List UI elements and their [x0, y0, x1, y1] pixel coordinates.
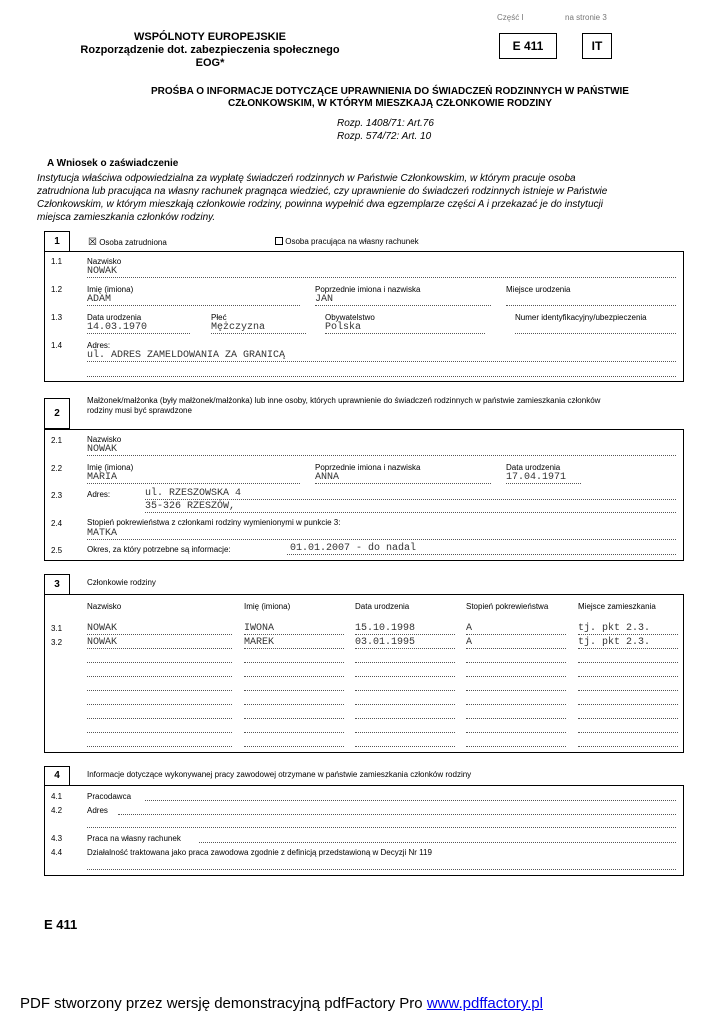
first-name-value[interactable]: ADAM — [87, 294, 112, 305]
member-relationship[interactable]: A — [466, 623, 473, 634]
description-line: rodziny musi być sprawdzone — [87, 406, 192, 415]
title-line2: CZŁONKOWSKIM, W KTÓRYM MIESZKAJĄ CZŁONKOWIE RODZINY — [227, 98, 553, 109]
label-surname: Nazwisko — [87, 257, 122, 266]
table-field-line — [244, 690, 344, 691]
table-field-line — [244, 648, 344, 649]
table-field-line — [355, 634, 455, 635]
table-field-line — [244, 634, 344, 635]
table-field-line — [87, 746, 232, 747]
table-field-line — [578, 676, 678, 677]
row-number: 2.5 — [51, 546, 63, 555]
member-surname[interactable]: NOWAK — [87, 623, 118, 634]
org-line1: WSPÓLNOTY EUROPEJSKIE — [134, 31, 286, 43]
dob-value[interactable]: 14.03.1970 — [87, 322, 148, 333]
table-field-line — [87, 718, 232, 719]
member-dob[interactable]: 03.01.1995 — [355, 637, 416, 648]
label-previous-names: Poprzednie imiona i nazwiska — [315, 463, 421, 472]
row-number: 1.1 — [51, 257, 63, 266]
label-period: Okres, za który potrzebne są informacje: — [87, 545, 231, 554]
label-address: Adres: — [87, 490, 111, 499]
row-number: 2.3 — [51, 491, 63, 500]
intro-line: Instytucja właściwa odpowiedzialna za wypłatę świadczeń rodzinnych w Państwie Członkowskim, w którym pracuje osoba — [37, 173, 576, 184]
table-field-line — [466, 704, 566, 705]
table-field-line — [355, 676, 455, 677]
field-line — [315, 483, 491, 484]
table-field-line — [578, 718, 678, 719]
table-field-line — [355, 704, 455, 705]
table-field-line — [466, 718, 566, 719]
section-4-number: 4 — [44, 766, 70, 786]
field-line — [506, 483, 581, 484]
self-employed-option[interactable] — [275, 237, 419, 247]
relationship-value[interactable]: MATKA — [87, 528, 118, 539]
row-number: 2.4 — [51, 519, 63, 528]
table-field-line — [87, 732, 232, 733]
intro-line: Członkowskim, w którym mieszkają członkowie rodziny, powinna wypełnić dwa egzemplarze części A i przekazać je do instytucji — [37, 199, 603, 210]
label-first-name: Imię (imiona) — [87, 463, 134, 472]
table-field-line — [578, 732, 678, 733]
title-line1: PROŚBA O INFORMACJE DOTYCZĄCE UPRAWNIENIA DO ŚWIADCZEŃ RODZINNYCH W PAŃSTWIE — [151, 86, 629, 97]
row-number: 2.1 — [51, 436, 63, 445]
label-nationality: Obywatelstwo — [325, 313, 375, 322]
label-dob: Data urodzenia — [506, 463, 561, 472]
pdffactory-link[interactable]: www.pdffactory.pl — [426, 995, 543, 1012]
table-field-line — [466, 732, 566, 733]
self-employed-label: Osoba pracująca na własny rachunek — [285, 237, 419, 246]
top-cut-text: Część I — [497, 13, 524, 22]
top-cut-text-right: na stronie 3 — [565, 13, 607, 22]
label-self-employment: Praca na własny rachunek — [87, 834, 181, 843]
period-value[interactable]: 01.01.2007 - do nadal — [290, 543, 417, 554]
activity-field[interactable] — [87, 869, 676, 870]
row-number: 2.2 — [51, 464, 63, 473]
section-3-box — [44, 594, 684, 753]
table-field-line — [244, 732, 344, 733]
field-line — [87, 455, 676, 456]
label-birthplace: Miejsce urodzenia — [506, 285, 571, 294]
sex-value[interactable]: Mężczyzna — [211, 322, 266, 333]
field-line — [211, 333, 306, 334]
table-field-line — [87, 634, 232, 635]
section-3-title: Członkowie rodziny — [87, 578, 156, 587]
table-field-line — [87, 648, 232, 649]
member-residence[interactable]: tj. pkt 2.3. — [578, 623, 651, 634]
row-number: 1.4 — [51, 341, 63, 350]
label-relationship: Stopień pokrewieństwa z członkami rodziny wymienionymi w punkcie 3: — [87, 518, 341, 527]
footer-form-code: E 411 — [44, 917, 78, 932]
regulation-1: Rozp. 1408/71: Art.76 — [337, 118, 434, 129]
pdf-notice-text: PDF stworzony przez wersję demonstracyjną pdfFactory Pro — [20, 995, 427, 1012]
address-line1[interactable]: ul. RZESZOWSKA 4 — [145, 488, 242, 499]
org-line2: Rozporządzenie dot. zabezpieczenia społecznego — [80, 44, 340, 56]
document-title — [60, 86, 720, 110]
section-a-intro — [37, 172, 683, 224]
row-number: 4.1 — [51, 792, 63, 801]
address-line2[interactable]: 35-326 RZESZÓW, — [145, 501, 236, 512]
field-line — [315, 305, 491, 306]
label-id-number: Numer identyfikacyjny/ubezpieczenia — [515, 313, 647, 322]
section-2-description — [87, 396, 600, 416]
surname-value[interactable]: NOWAK — [87, 266, 118, 277]
field-line — [87, 483, 300, 484]
field-line — [87, 376, 676, 377]
form-code-box: E 411 — [499, 33, 557, 59]
employer-field[interactable] — [145, 800, 676, 801]
label-surname: Nazwisko — [87, 435, 122, 444]
table-field-line — [578, 690, 678, 691]
field-line — [87, 333, 190, 334]
checkbox-checked-icon[interactable]: ☒ — [88, 237, 97, 248]
field-line — [87, 539, 676, 540]
table-field-line — [578, 648, 678, 649]
row-number: 4.4 — [51, 848, 63, 857]
row-number: 1.2 — [51, 285, 63, 294]
org-header — [60, 31, 360, 70]
field-line — [145, 499, 676, 500]
table-field-line — [466, 648, 566, 649]
table-field-line — [466, 676, 566, 677]
table-field-line — [87, 690, 232, 691]
label-sex: Płeć — [211, 313, 227, 322]
column-header-first-name: Imię (imiona) — [244, 602, 291, 611]
section-4-box — [44, 785, 684, 876]
table-field-line — [355, 648, 455, 649]
self-employment-field[interactable] — [199, 842, 676, 843]
member-relationship[interactable]: A — [466, 637, 473, 648]
field-line — [87, 305, 300, 306]
table-field-line — [244, 704, 344, 705]
table-field-line — [355, 718, 455, 719]
table-field-line — [578, 634, 678, 635]
employed-option[interactable] — [88, 237, 167, 248]
field-line — [87, 361, 676, 362]
address-value[interactable]: ul. ADRES ZAMELDOWANIA ZA GRANICĄ — [87, 350, 286, 361]
dob-value[interactable]: 17.04.1971 — [506, 472, 567, 483]
member-dob[interactable]: 15.10.1998 — [355, 623, 416, 634]
table-field-line — [355, 690, 455, 691]
surname-value[interactable]: NOWAK — [87, 444, 118, 455]
previous-names-value[interactable]: ANNA — [315, 472, 340, 483]
label-address: Adres: — [87, 341, 111, 350]
nationality-value[interactable]: Polska — [325, 322, 362, 333]
row-number: 1.3 — [51, 313, 63, 322]
section-3-number: 3 — [44, 574, 70, 595]
row-number: 4.2 — [51, 806, 63, 815]
label-first-name: Imię (imiona) — [87, 285, 134, 294]
row-number: 4.3 — [51, 834, 63, 843]
table-field-line — [355, 662, 455, 663]
address-field[interactable] — [118, 814, 676, 815]
table-field-line — [244, 746, 344, 747]
table-field-line — [87, 662, 232, 663]
field-line — [515, 333, 676, 334]
table-field-line — [466, 746, 566, 747]
member-surname[interactable]: NOWAK — [87, 637, 118, 648]
table-field-line — [244, 718, 344, 719]
table-field-line — [355, 732, 455, 733]
table-field-line — [466, 690, 566, 691]
field-line — [87, 277, 676, 278]
table-field-line — [244, 676, 344, 677]
column-header-surname: Nazwisko — [87, 602, 122, 611]
section-2-number: 2 — [44, 398, 70, 429]
regulation-2: Rozp. 574/72: Art. 10 — [337, 131, 432, 142]
table-field-line — [578, 746, 678, 747]
column-header-relationship: Stopień pokrewieństwa — [466, 602, 549, 611]
field-line — [145, 512, 676, 513]
column-header-residence: Miejsce zamieszkania — [578, 602, 656, 611]
first-name-value[interactable]: MARIA — [87, 472, 118, 483]
column-header-dob: Data urodzenia — [355, 602, 410, 611]
label-previous-names: Poprzednie imiona i nazwiska — [315, 285, 421, 294]
regulations — [337, 117, 434, 143]
member-first-name[interactable]: IWONA — [244, 623, 275, 634]
checkbox-empty-icon[interactable] — [275, 237, 283, 245]
employed-label: Osoba zatrudniona — [99, 238, 167, 247]
label-dob: Data urodzenia — [87, 313, 142, 322]
label-address: Adres — [87, 806, 108, 815]
intro-line: zatrudniona lub pracująca na własny rachunek pragnąca wiedzieć, czy uprawnienie do świadczeń rodzinnych istnieje w Państwie — [37, 186, 608, 197]
section-4-title: Informacje dotyczące wykonywanej pracy zawodowej otrzymane w państwie zamieszkania członków rodziny — [87, 770, 472, 779]
previous-names-value[interactable]: JAN — [315, 294, 334, 305]
org-line3: EOG* — [195, 57, 225, 69]
member-residence[interactable]: tj. pkt 2.3. — [578, 637, 651, 648]
field-line — [87, 827, 676, 828]
row-number: 3.1 — [51, 624, 63, 633]
table-field-line — [466, 634, 566, 635]
table-field-line — [87, 704, 232, 705]
field-line — [287, 554, 676, 555]
label-activity: Działalność traktowana jako praca zawodowa zgodnie z definicją przedstawioną w Decyzji Nr 119 — [87, 848, 432, 857]
table-field-line — [578, 704, 678, 705]
table-field-line — [355, 746, 455, 747]
table-field-line — [578, 662, 678, 663]
country-code-box: IT — [582, 33, 612, 59]
section-a-heading: A Wniosek o zaświadczenie — [47, 158, 179, 169]
table-field-line — [466, 662, 566, 663]
member-first-name[interactable]: MAREK — [244, 637, 275, 648]
field-line — [506, 305, 676, 306]
intro-line: miejsca zamieszkania członków rodziny. — [37, 212, 216, 223]
row-number: 3.2 — [51, 638, 63, 647]
field-line — [325, 333, 485, 334]
label-employer: Pracodawca — [87, 792, 132, 801]
table-field-line — [87, 676, 232, 677]
pdf-factory-notice — [20, 995, 543, 1013]
section-1-number: 1 — [44, 231, 70, 252]
description-line: Małżonek/małżonka (były małżonek/małżonka) lub inne osoby, których uprawnienie do świadczeń rodzinnych w państwie zamieszkania członków — [87, 396, 601, 405]
table-field-line — [244, 662, 344, 663]
section-2-box — [44, 429, 684, 561]
